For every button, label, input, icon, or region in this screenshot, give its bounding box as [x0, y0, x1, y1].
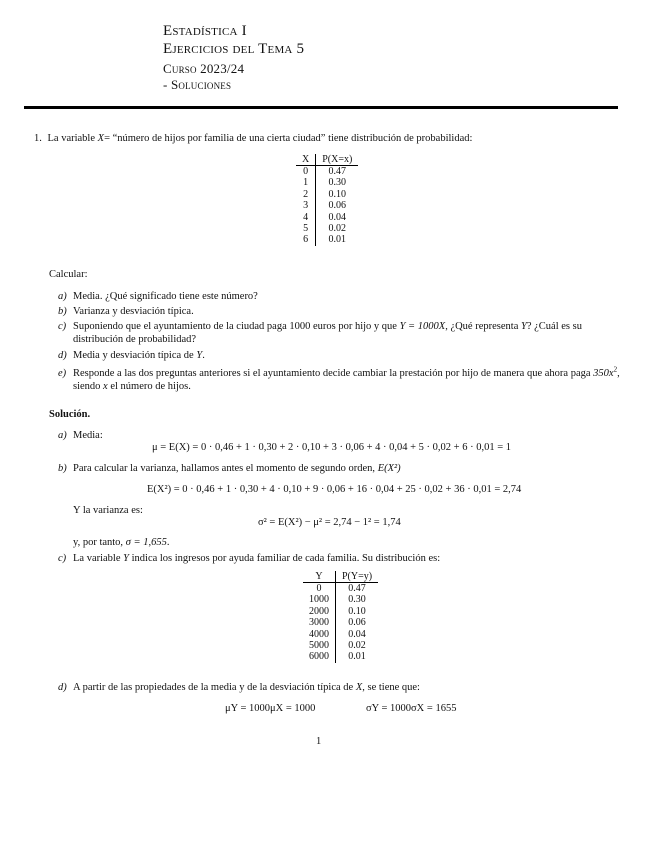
question-text — [73, 320, 620, 346]
math-inline: σ = 1,655 — [125, 537, 167, 548]
exercise-intro — [34, 132, 472, 145]
text-part: y, por tanto, — [73, 537, 126, 548]
cell: 0.06 — [328, 200, 347, 212]
solution-text — [73, 462, 401, 475]
header-title: Estadística I — [163, 23, 247, 39]
solution-text — [73, 552, 440, 565]
question-e — [58, 367, 620, 393]
math-inline: Y — [520, 321, 527, 332]
table-row — [303, 640, 378, 651]
solution-label: c) — [58, 553, 67, 564]
header-course: Curso 2023/24 — [163, 61, 245, 76]
cell: 0 — [303, 583, 336, 595]
cell: 1 — [296, 177, 316, 188]
table-header-py: P(Y=y) — [336, 571, 379, 583]
question-text — [73, 349, 205, 362]
intro-var: X — [97, 133, 105, 144]
table-row — [303, 583, 378, 595]
question-text: Media. ¿Qué significado tiene este número? — [73, 291, 258, 302]
question-label: d) — [58, 350, 67, 361]
table-x-wrap — [296, 154, 358, 246]
solution-label: b) — [58, 463, 67, 474]
table-row — [296, 166, 358, 178]
text-part: , siendo — [73, 368, 620, 392]
text-part: , ¿Qué representa — [445, 321, 521, 332]
exercise-number: 1. — [34, 133, 42, 144]
cell: 3000 — [303, 617, 336, 628]
table-row — [303, 606, 378, 617]
cell: 0.04 — [328, 211, 347, 223]
question-b — [58, 305, 194, 318]
text-part: . — [202, 350, 205, 361]
equation-variance: σ² = E(X²) − μ² = 2,74 − 1² = 1,74 — [258, 517, 401, 528]
cell: 4000 — [303, 629, 336, 640]
text-part: , se tiene que: — [362, 682, 420, 693]
text-part: Para calcular la varianza, hallamos antes el momento de segundo orden, — [73, 463, 378, 474]
table-header-px: P(X=x) — [316, 154, 359, 166]
table-row — [296, 177, 358, 188]
cell: 6 — [296, 234, 316, 245]
text-part: Responde a las dos preguntas anteriores si el ayuntamiento decide cambiar la prestación por hijo de manera que ahora paga — [73, 368, 594, 379]
math-inline: Y — [123, 553, 129, 564]
table-y-wrap — [303, 571, 378, 663]
cell: 0.30 — [348, 594, 366, 606]
cell: 0.30 — [328, 177, 347, 189]
cell: 6000 — [303, 651, 336, 662]
solution-c — [58, 552, 441, 565]
question-c — [58, 320, 620, 346]
text-part: Suponiendo que el ayuntamiento de la ciudad paga 1000 euros por hijo y que — [73, 321, 400, 332]
cell: 5000 — [303, 640, 336, 651]
probability-table-x — [296, 154, 358, 246]
table-row — [296, 212, 358, 223]
solution-title: Solución. — [49, 409, 91, 420]
table-header-row — [303, 571, 378, 583]
solution-label: a) — [58, 430, 67, 441]
cell: 0.10 — [328, 188, 347, 200]
probability-table-y — [303, 571, 378, 663]
table-row — [296, 223, 358, 234]
cell: 0 — [296, 166, 316, 178]
intro-text-b: = “número de hijos por familia de una cierta ciudad” tiene distribución de probabilidad: — [104, 133, 473, 144]
question-text: Responde a las dos preguntas anteriores si el ayuntamiento decide cambiar la prestación por hijo de manera que ahora paga $350x^2$, siendo x el número de hijos. — [73, 365, 620, 392]
table-row — [296, 234, 358, 245]
text-part: Media y desviación típica de — [73, 350, 197, 361]
text-part: indica los ingresos por ayuda familiar de cada familia. Su distribución es: — [128, 553, 441, 564]
cell: 0.04 — [348, 628, 366, 640]
question-text: Varianza y desviación típica. — [73, 306, 194, 317]
table-header-row — [296, 154, 358, 166]
text-part: La variable — [73, 553, 124, 564]
equation-mean-y: μY = 1000μX = 1000 — [225, 703, 316, 714]
question-label: a) — [58, 291, 67, 302]
equation-second-moment: E(X²) = 0 · 0,46 + 1 · 0,30 + 4 · 0,10 + 9 · 0,06 + 16 · 0,04 + 25 · 0,02 + 36 · 0,01 = 2,74 — [147, 484, 522, 495]
cell: 0.06 — [348, 617, 366, 629]
question-a — [58, 290, 258, 303]
table-row — [296, 189, 358, 200]
equation-std-y: σY = 1000σX = 1655 — [366, 703, 457, 714]
cell: 0.10 — [348, 605, 366, 617]
text-part: . — [166, 537, 170, 548]
solution-text — [73, 681, 420, 694]
question-label: b) — [58, 306, 67, 317]
header-subtitle: Ejercicios del Tema 5 — [163, 41, 305, 57]
page-number: 1 — [316, 736, 322, 747]
cell: 0.01 — [328, 234, 347, 246]
table-row — [303, 651, 378, 662]
math-inline: 350x — [593, 368, 614, 379]
question-label: c) — [58, 321, 67, 332]
equation-mean: μ = E(X) = 0 · 0,46 + 1 · 0,30 + 2 · 0,10 + 3 · 0,06 + 4 · 0,04 + 5 · 0,02 + 6 · 0,01 = 1 — [152, 442, 512, 453]
cell: 2000 — [303, 606, 336, 617]
header-solutions: - Soluciones — [163, 77, 232, 92]
cell: 0.01 — [348, 651, 366, 663]
table-row — [303, 594, 378, 605]
calcular-label: Calcular: — [49, 269, 88, 280]
question-d — [58, 349, 205, 362]
cell: 5 — [296, 223, 316, 234]
text-part: el número de hijos. — [107, 381, 191, 392]
cell: 2 — [296, 189, 316, 200]
cell: 0.47 — [328, 166, 347, 177]
cell: 3 — [296, 200, 316, 211]
cell: 4 — [296, 212, 316, 223]
math-inline: Y — [196, 350, 203, 361]
solution-a — [58, 429, 103, 442]
std-dev-line — [73, 536, 169, 549]
table-header-x: X — [296, 154, 316, 166]
cell: 0.02 — [328, 223, 347, 235]
question-label: e) — [58, 368, 67, 379]
solution-d — [58, 681, 420, 694]
cell: 1000 — [303, 594, 336, 605]
table-row — [296, 200, 358, 211]
table-row — [303, 617, 378, 628]
table-row — [303, 629, 378, 640]
math-inline: X — [355, 682, 363, 693]
math-inline: Y = 1000X — [399, 321, 446, 332]
variance-label: Y la varianza es: — [73, 505, 143, 516]
solution-label: d) — [58, 682, 67, 693]
cell: 0.02 — [348, 640, 366, 652]
text-part: A partir de las propiedades de la media y de la desviación típica de — [73, 682, 356, 693]
solution-b — [58, 462, 401, 475]
header-rule — [24, 106, 618, 109]
solution-text: Media: — [73, 430, 103, 441]
intro-text-a: La variable — [47, 133, 98, 144]
cell: 0.47 — [348, 583, 366, 594]
text-part: ? ¿Cuál es su distribución de probabilidad? — [73, 321, 582, 345]
table-header-y: Y — [303, 571, 336, 583]
math-inline: x — [103, 381, 108, 392]
math-inline: E(X²) — [377, 463, 401, 474]
